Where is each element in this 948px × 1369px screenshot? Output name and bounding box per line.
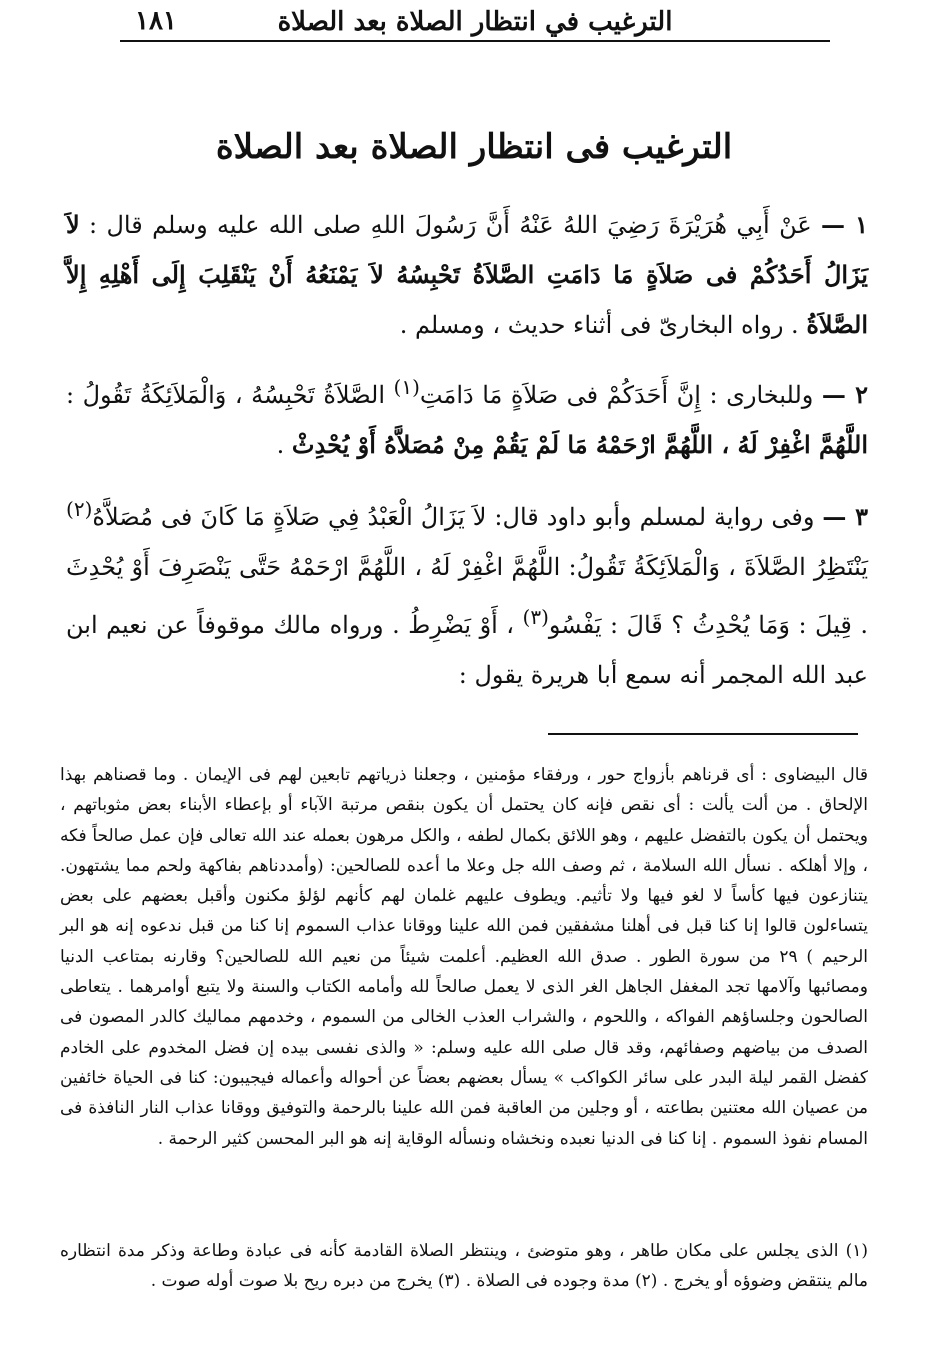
hadith-1 (66, 200, 868, 350)
hadith-2-text-before: وللبخارى : إِنَّ أَحَدَكُمْ فى صَلاَةٍ مَا دَامَتِ (419, 381, 822, 409)
hadith-1-quote: لاَ يَزَالُ أَحَدُكُمْ فى صَلاَةٍ مَا دَامَتِ الصَّلاَةُ تَحْبِسُهُ لاَ يَمْنَعُهُ أَنْ يَنْقَلِبَ إِلَى أَهْلِهِ إِلاَّ الصَّلاَةُ (66, 210, 868, 339)
running-header (120, 4, 830, 42)
hadith-2-paragraph (66, 362, 868, 470)
hadith-1-text-before: عَنْ أَبِي هُرَيْرَةَ رَضِيَ اللهُ عَنْهُ أَنَّ رَسُولَ اللهِ صلى الله عليه وسلم قال : (79, 211, 822, 239)
hadith-2-text-after: . (276, 431, 292, 459)
hadith-3-footnote-ref-1: (٢) (66, 497, 93, 521)
hadith-3-text-before: وفى رواية لمسلم وأبو داود قال: لاَ يَزَالُ الْعَبْدُ فِي صَلاَةٍ مَا كَانَ فى مُصَلاَّهُ (92, 503, 823, 531)
chapter-title: الترغيب فى انتظار الصلاة بعد الصلاة (215, 126, 733, 167)
hadith-1-paragraph (66, 200, 868, 350)
hadith-3-text-middle: يَنْتَظِرُ الصَّلاَةَ ، وَالْمَلاَئِكَةُ تَقُولُ: اللَّهُمَّ اغْفِرْ لَهُ ، اللَّهُمَّ ارْحَمْهُ حَتَّى يَنْصَرِفَ أَوْ يُحْدِثَ . قِيلَ : وَمَا يُحْدِثُ ؟ قَالَ : يَفْسُو (66, 553, 868, 639)
hadith-1-number: ١ — (821, 210, 868, 239)
hadith-3-paragraph (66, 484, 868, 700)
hadith-3 (66, 484, 868, 700)
commentary-text: قال البيضاوى : أى قرناهم بأزواج حور ، ورفقاء مؤمنين ، وجعلنا ذرياتهم تابعين لهم فى الإيمان . وما قصناهم بهذا الإلحاق . من ألت يألت : أى نقص فإنه كان يحتمل أن يكون بنقص مرتبة الآباء أو بإعطاء الأبناء بعض مثوباتهم ، ويحتمل أن يكون بالتفضل عليهم ، وهو اللائق بكمال لطفه ، والكل مرهون بعمله عند الله تعالى فإن عمل صالحاً فكه ، وإلا أهلكه . نسأل الله السلامة ، ثم وصف الله جل وعلا ما أعده للصالحين: (وأمددناهم بفاكهة ولحم مما يشتهون. يتنازعون فيها كأساً لا لغو فيها ولا تأثيم. ويطوف عليهم غلمان لهم كأنهم لؤلؤ مكنون وأقبل بعضهم على بعض يتساءلون قالوا إنا كنا قبل فى أهلنا مشفقين فمن الله علينا ووقانا عذاب السموم إنا كنا من قبل ندعوه إنه هو البر الرحيم ) ٢٩ من سورة الطور . صدق الله العظيم. أعلمت شيئاً من نعيم الله للصالحين؟ وقارنه بمتاعب الدنيا ومصائبها وآلامها تجد المغفل الجاهل الغر الذى لا يعمل صالحاً لله وأمامه الكتاب والسنة ولا يتبع أوامرهما . يتعاطى الصالحون وجلساؤهم الفواكه ، واللحوم ، والشراب العذب الخالى من السموم ، وخدمهم مماليك كالدر المصون فى الصدف من بياضهم وصفائهم، وقد قال صلى الله عليه وسلم: « والذى نفسى بيده إن فضل المخدوم على الخادم كفضل القمر ليلة البدر على سائر الكواكب » يسأل بعضهم بعضاً عن أحواله وأعماله فيجيبون: كنا فى الحياة خائفين من عصيان الله معتنين بطاعته ، أو وجلين من العاقبة فمن الله علينا بالرحمة والتوفيق ووقانا عذاب النار النافذة فى المسام نفوذ السموم . إنا كنا فى الدنيا نعبده ونخشاه ونسأله الوقاية إنه هو البر المحسن كثير الرحمة . (60, 765, 868, 1149)
hadith-3-text-after: ، أَوْ يَضْرِطُ . ورواه مالك موقوفاً عن نعيم ابن عبد الله المجمر أنه سمع أبا هريرة يقول : (66, 611, 868, 689)
hadith-2-footnote-ref: (١) (393, 375, 420, 399)
footnotes-text: (١) الذى يجلس على مكان طاهر ، وهو متوضئ ، وينتظر الصلاة القادمة كأنه فى عبادة وطاعة وذكر مدة انتظاره مالم ينتقض وضوؤه أو يخرج . (٢) مدة وجوده فى الصلاة . (٣) يخرج من دبره ريح بلا صوت أوله صوت . (60, 1241, 868, 1291)
page-number: ١٨١ (135, 6, 177, 36)
running-header-title: الترغيب في انتظار الصلاة بعد الصلاة (277, 7, 673, 37)
hadith-3-footnote-ref-2: (٣) (522, 605, 549, 629)
footnotes-block (60, 1236, 868, 1296)
hadith-1-text-after: . رواه البخارىّ فى أثناء حديث ، ومسلم . (399, 311, 807, 339)
hadith-2 (66, 362, 868, 470)
hadith-2-text-middle: الصَّلاَةُ تَحْبِسُهُ ، وَالْمَلاَئِكَةُ تَقُولُ : (66, 381, 394, 409)
footnote-divider (548, 733, 858, 735)
hadith-2-quote: اللَّهُمَّ اغْفِرْ لَهُ ، اللَّهُمَّ ارْحَمْهُ مَا لَمْ يَقُمْ مِنْ مُصَلاَّهُ أَوْ يُحْدِثْ (291, 430, 868, 459)
hadith-2-number: ٢ — (821, 380, 869, 409)
hadith-3-number: ٣ — (822, 502, 868, 531)
commentary-block (60, 760, 868, 1154)
